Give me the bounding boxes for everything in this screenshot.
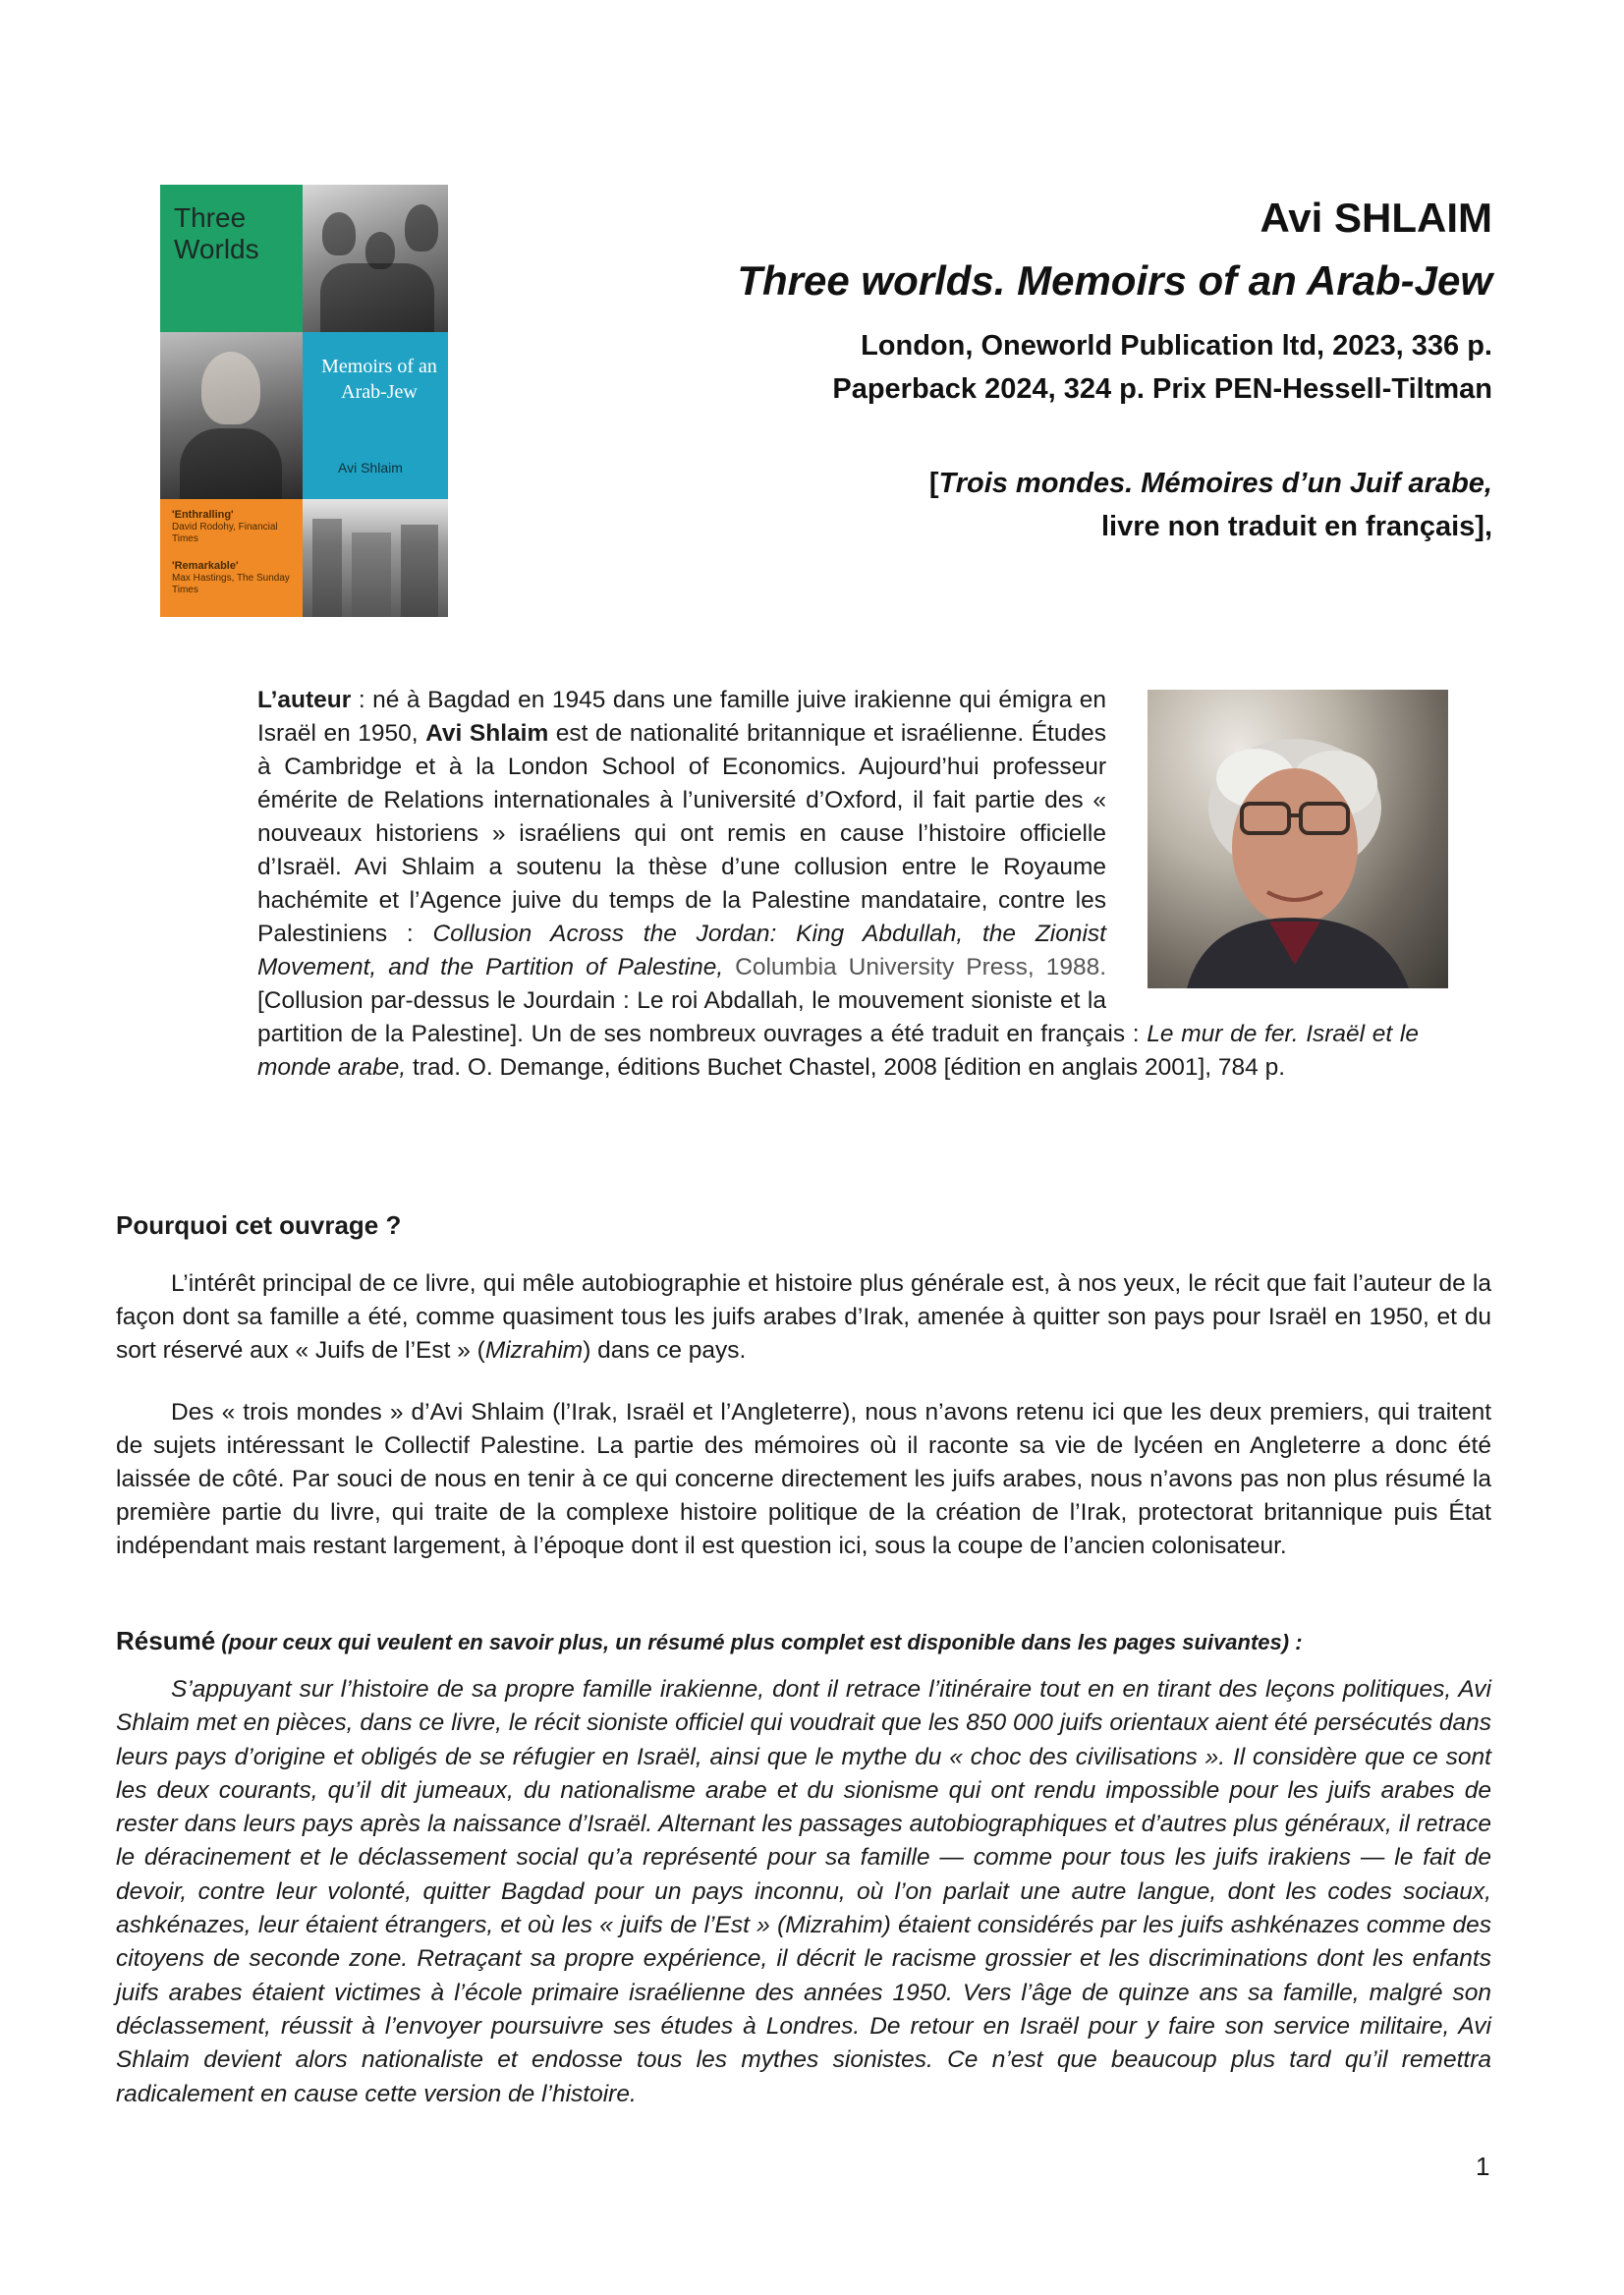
author-label: L’auteur xyxy=(257,687,352,713)
author-text-2: est de nationalité britannique et israélienne. Études à Cambridge et à la London School of Economics. Aujourd’hui professeur émérite de Relations internationales à l’université d’Oxford, il fait partie des « nouveaux historiens » israéliens qui ont remis en cause l’histoire officielle d’Israël. Avi Shlaim a soutenu la thèse d’une collusion entre le Royaume hachémite et l’Agence juive du temps de la Palestine mandataire, contre les Palestiniens : xyxy=(257,720,1106,947)
section-heading-why: Pourquoi cet ouvrage ? xyxy=(116,1210,402,1240)
section-heading-summary xyxy=(116,1624,1491,1659)
translation-title-line xyxy=(929,465,1492,502)
why-paragraph-2: Des « trois mondes » d’Avi Shlaim (l’Irak, Israël et l’Angleterre), nous n’avons retenu ici que les deux premiers, qui traitent de sujets intéressant le Collectif Palestine. La partie des mémoires où il raconte sa vie de lycéen en Angleterre a donc été laissée de côté. Par souci de nous en tenir à ce qui concerne directement les juifs arabes, nous n’avons pas non plus résumé la première partie du livre, qui traite de la complexe histoire politique de la création de l’Irak, protectorat britannique puis État indépendant mais restant largement, à l’époque dont il est question ici, sous la coupe de l’ancien colonisateur. xyxy=(116,1399,1491,1559)
summary-paragraph: S’appuyant sur l’histoire de sa propre famille irakienne, dont il retrace l’itinéraire tout en en tirant des leçons politiques, Avi Shlaim met en pièces, dans ce livre, le récit sioniste officiel qui voudrait que les 850 000 juifs orientaux aient été persécutés dans leurs pays d’origine et obligés de se réfugier en Israël, ainsi que le mythe du « choc des civilisations ». Il considère que ce sont les deux courants, qu’il dit jumeaux, du nationalisme arabe et du sionisme qui ont rendu impossible pour les juifs arabes de rester dans leurs pays après la naissance d’Israël. Alternant les passages autobiographiques et d’autres plus généraux, il retrace le déracinement et le déclassement social qu’a représenté pour sa famille — comme pour tous les juifs irakiens — le fait de devoir, contre leur volonté, quitter Bagdad pour un pays inconnu, où l’on parlait une autre langue, dont les codes sociaux, ashkénazes, leur étaient étrangers, et où les « juifs de l’Est » (Mizrahim) étaient considérés par les juifs ashkénazes comme des citoyens de seconde zone. Retraçant sa propre expérience, il décrit le racisme grossier et les discriminations dont les enfants juifs arabes étaient victimes à l’école primaire israélienne des années 1950. Vers l’âge de quinze ans sa famille, malgré son déclassement, réussit à l’envoyer poursuivre ses études à Londres. De retour en Israël pour y faire son service militaire, Avi Shlaim devient alors nationaliste et endosse tous les mythes sionistes. Ce n’est que beaucoup plus tard qu’il remettra radicalement en cause cette version de l’histoire. xyxy=(116,1676,1491,2107)
cover-author: Avi Shlaim xyxy=(338,460,403,476)
cover-title-panel xyxy=(160,185,303,332)
cover-quotes-panel xyxy=(160,499,303,617)
book-title-heading: Three worlds. Memoirs of an Arab-Jew xyxy=(737,257,1492,304)
why-p1-text-1: L’intérêt principal de ce livre, qui mêle autobiographie et histoire plus générale est, à nos yeux, le récit que fait l’auteur de la façon dont sa famille a été, comme quasiment tous les juifs arabes d’Irak, amenée à quitter son pays pour Israël en 1950, et du sort réservé aux « Juifs de l’Est » ( xyxy=(116,1270,1491,1364)
author-text-3: [Collusion par-dessus le Jourdain : Le roi Abdallah, le mouvement sioniste et la partition de la Palestine]. Un de ses nombreux ouvrages a été traduit en français : xyxy=(257,987,1148,1047)
author-bio-paragraph xyxy=(257,684,1419,1085)
author-text-1: : né à Bagdad en 1945 dans une famille juive irakienne qui émigra en Israël en 1950, xyxy=(257,687,1106,747)
author-book-2-title: Le mur de fer. Israël et le monde arabe, xyxy=(257,1021,1419,1081)
why-p1-text-2: ) dans ce pays. xyxy=(583,1337,747,1364)
author-book-1-publisher: Columbia University Press, 1988. xyxy=(723,954,1107,980)
translation-bracket: [ xyxy=(928,468,939,499)
author-name-heading: Avi SHLAIM xyxy=(1260,195,1492,241)
cover-quote-1 xyxy=(172,509,303,545)
author-name-bold: Avi Shlaim xyxy=(425,720,549,747)
why-paragraph-1 xyxy=(116,1267,1491,1368)
cover-quote-2-text: 'Remarkable' xyxy=(172,560,239,572)
cover-quote-2-source: Max Hastings, The Sunday Times xyxy=(172,573,290,595)
author-text-4: trad. O. Demange, éditions Buchet Chastel, 2008 [édition en anglais 2001], 784 p. xyxy=(406,1054,1286,1081)
book-cover-image xyxy=(160,185,448,617)
edition-line: Paperback 2024, 324 p. Prix PEN-Hessell-Tiltman xyxy=(832,373,1492,405)
translation-title: Trois mondes. Mémoires d’un Juif arabe, xyxy=(938,468,1492,499)
page-number: 1 xyxy=(1476,2152,1490,2181)
photo-float-spacer xyxy=(1106,678,1419,990)
translation-note-line: livre non traduit en français], xyxy=(1100,511,1492,542)
cover-family-photo xyxy=(303,185,448,332)
summary-heading-note: (pour ceux qui veulent en savoir plus, un résumé plus complet est disponible dans les pages suivantes) : xyxy=(215,1630,1303,1654)
why-p1-italic: Mizrahim xyxy=(484,1337,584,1364)
cover-title: Three Worlds xyxy=(174,202,259,264)
cover-boy-photo xyxy=(160,332,303,499)
cover-quote-2 xyxy=(172,560,303,596)
publication-line: London, Oneworld Publication ltd, 2023, 336 p. xyxy=(861,330,1492,362)
summary-heading-label: Résumé xyxy=(116,1626,216,1655)
cover-quote-1-text: 'Enthralling' xyxy=(172,509,234,521)
author-book-1-title: Collusion Across the Jordan: King Abdullah, the Zionist Movement, and the Partition of Palestine, xyxy=(257,921,1106,980)
cover-street-photo xyxy=(303,499,448,617)
cover-subtitle-panel xyxy=(303,332,448,499)
cover-quote-1-source: David Rodohy, Financial Times xyxy=(172,522,278,544)
cover-subtitle: Memoirs of an Arab-Jew xyxy=(321,356,437,403)
